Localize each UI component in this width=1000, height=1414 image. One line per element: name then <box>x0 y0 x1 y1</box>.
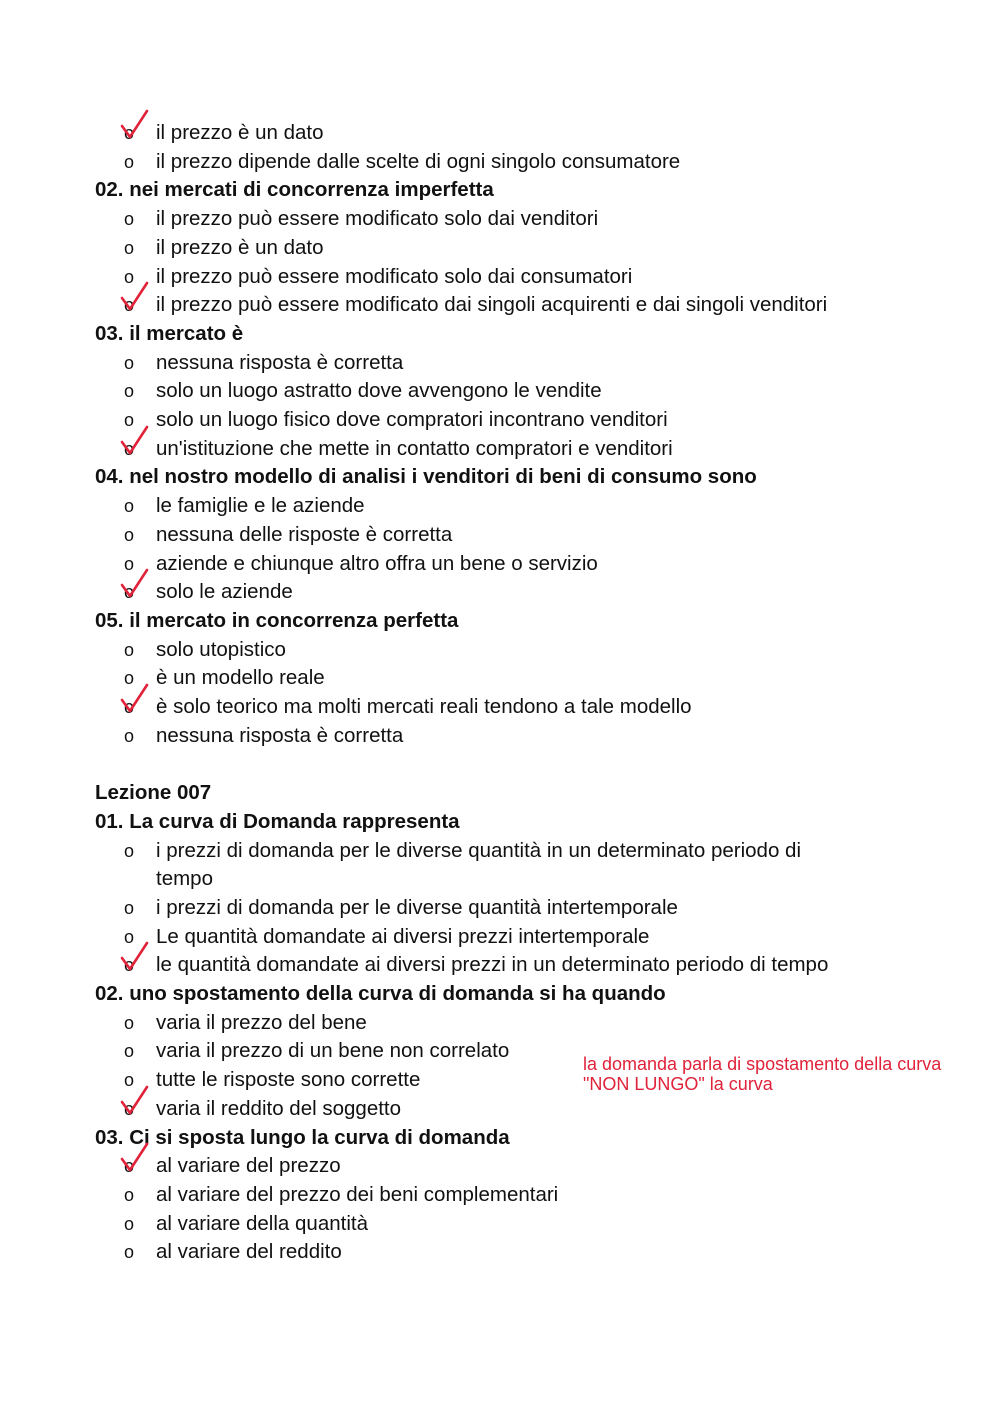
question-title: 03. Ci si sposta lungo la curva di domanda <box>95 1125 510 1149</box>
answer-option-text: il prezzo può essere modificato solo dai consumatori <box>156 264 633 288</box>
checkmark-icon <box>118 681 152 715</box>
answer-option-text: il prezzo è un dato <box>156 121 324 144</box>
answer-option-text: è un modello reale <box>156 666 325 690</box>
bullet-icon: o <box>124 209 135 230</box>
bullet-icon: o <box>124 955 135 976</box>
question-title: 01. La curva di Domanda rappresenta <box>95 809 460 833</box>
answer-option-text: solo utopistico <box>156 637 286 661</box>
bullet-icon: o <box>124 668 135 689</box>
bullet-icon: o <box>124 1098 135 1119</box>
answer-option-text: tutte le risposte sono corrette <box>156 1068 421 1092</box>
bullet-icon: o <box>124 897 135 918</box>
answer-option-text: al variare della quantità <box>156 1211 368 1235</box>
bullet-icon: o <box>124 1156 135 1177</box>
answer-option-text: nessuna delle risposte è corretta <box>156 522 453 546</box>
annotation-line-1: la domanda parla di spostamento della curva <box>583 1054 942 1074</box>
checkmark-icon <box>118 423 152 457</box>
answer-option-text: al variare del prezzo dei beni complementari <box>156 1182 559 1206</box>
bullet-icon: o <box>124 926 135 947</box>
bullet-icon: o <box>124 1184 135 1205</box>
question-title: 05. il mercato in concorrenza perfetta <box>95 608 459 632</box>
answer-option-text: il prezzo è un dato <box>156 235 324 259</box>
question-title: 02. uno spostamento della curva di domanda si ha quando <box>95 982 666 1005</box>
answer-option-text: varia il prezzo di un bene non correlato <box>156 1039 510 1063</box>
checkmark-icon <box>118 939 152 973</box>
lesson-heading: Lezione 007 <box>95 781 212 805</box>
answer-option-text: è solo teorico ma molti mercati reali tendono a tale modello <box>156 695 692 718</box>
answer-option-text: il prezzo dipende dalle scelte di ogni singolo consumatore <box>156 149 681 173</box>
answer-option-text: le quantità domandate ai diversi prezzi in un determinato periodo di tempo <box>156 953 829 977</box>
answer-option-text: al variare del reddito <box>156 1240 342 1264</box>
bullet-icon: o <box>124 266 135 287</box>
answer-option-text: le famiglie e le aziende <box>156 494 365 518</box>
answer-option-text: il prezzo può essere modificato dai singoli acquirenti e dai singoli venditori <box>156 293 828 317</box>
question-title: 03. il mercato è <box>95 321 244 345</box>
checkmark-icon <box>118 1140 152 1174</box>
bullet-icon: o <box>124 1242 135 1263</box>
answer-option-text: i prezzi di domanda per le diverse quantità in un determinato periodo di tempo <box>156 838 801 891</box>
answer-option-text: nessuna risposta è corretta <box>156 723 404 747</box>
bullet-icon: o <box>124 840 135 861</box>
answer-option-text: nessuna risposta è corretta <box>156 350 404 374</box>
bullet-icon: o <box>124 524 135 545</box>
answer-option-text: un'istituzione che mette in contatto compratori e venditori <box>156 436 673 460</box>
question-title: 02. nei mercati di concorrenza imperfetta <box>95 178 494 202</box>
answer-option-text: i prezzi di domanda per le diverse quantità intertemporale <box>156 895 678 919</box>
bullet-icon: o <box>124 553 135 574</box>
answer-option-text: Le quantità domandate ai diversi prezzi intertemporale <box>156 924 650 948</box>
checkmark-icon <box>118 107 152 141</box>
bullet-icon: o <box>124 1213 135 1234</box>
bullet-icon: o <box>124 295 135 316</box>
checkmark-icon <box>118 279 152 313</box>
bullet-icon: o <box>124 123 135 143</box>
answer-option-text: solo un luogo fisico dove compratori incontrano venditori <box>156 408 668 431</box>
bullet-icon: o <box>124 1012 135 1033</box>
checkmark-icon <box>118 1083 152 1117</box>
bullet-icon: o <box>124 381 135 402</box>
bullet-icon: o <box>124 582 135 603</box>
bullet-icon: o <box>124 237 135 258</box>
handwritten-annotation <box>583 1054 941 1094</box>
answer-option-text: solo le aziende <box>156 580 293 604</box>
bullet-icon: o <box>124 725 135 746</box>
bullet-icon: o <box>124 1041 135 1062</box>
answer-option-text: al variare del prezzo <box>156 1154 341 1178</box>
bullet-icon: o <box>124 697 135 717</box>
annotation-line-2: "NON LUNGO" la curva <box>583 1074 773 1094</box>
answer-option-text: varia il reddito del soggetto <box>156 1096 402 1120</box>
answer-option-text: il prezzo può essere modificato solo dai venditori <box>156 207 599 231</box>
bullet-icon: o <box>124 352 135 373</box>
answer-option-text: aziende e chiunque altro offra un bene o servizio <box>156 551 598 575</box>
bullet-icon: o <box>124 496 135 517</box>
bullet-icon: o <box>124 438 135 459</box>
bullet-icon: o <box>124 151 135 172</box>
answer-option-text: solo un luogo astratto dove avvengono le vendite <box>156 379 602 403</box>
checkmark-icon <box>118 566 152 600</box>
bullet-icon: o <box>124 410 135 430</box>
question-title: 04. nel nostro modello di analisi i venditori di beni di consumo sono <box>95 465 757 489</box>
bullet-icon: o <box>124 639 135 660</box>
bullet-icon: o <box>124 1070 135 1091</box>
answer-option-text: varia il prezzo del bene <box>156 1010 367 1034</box>
